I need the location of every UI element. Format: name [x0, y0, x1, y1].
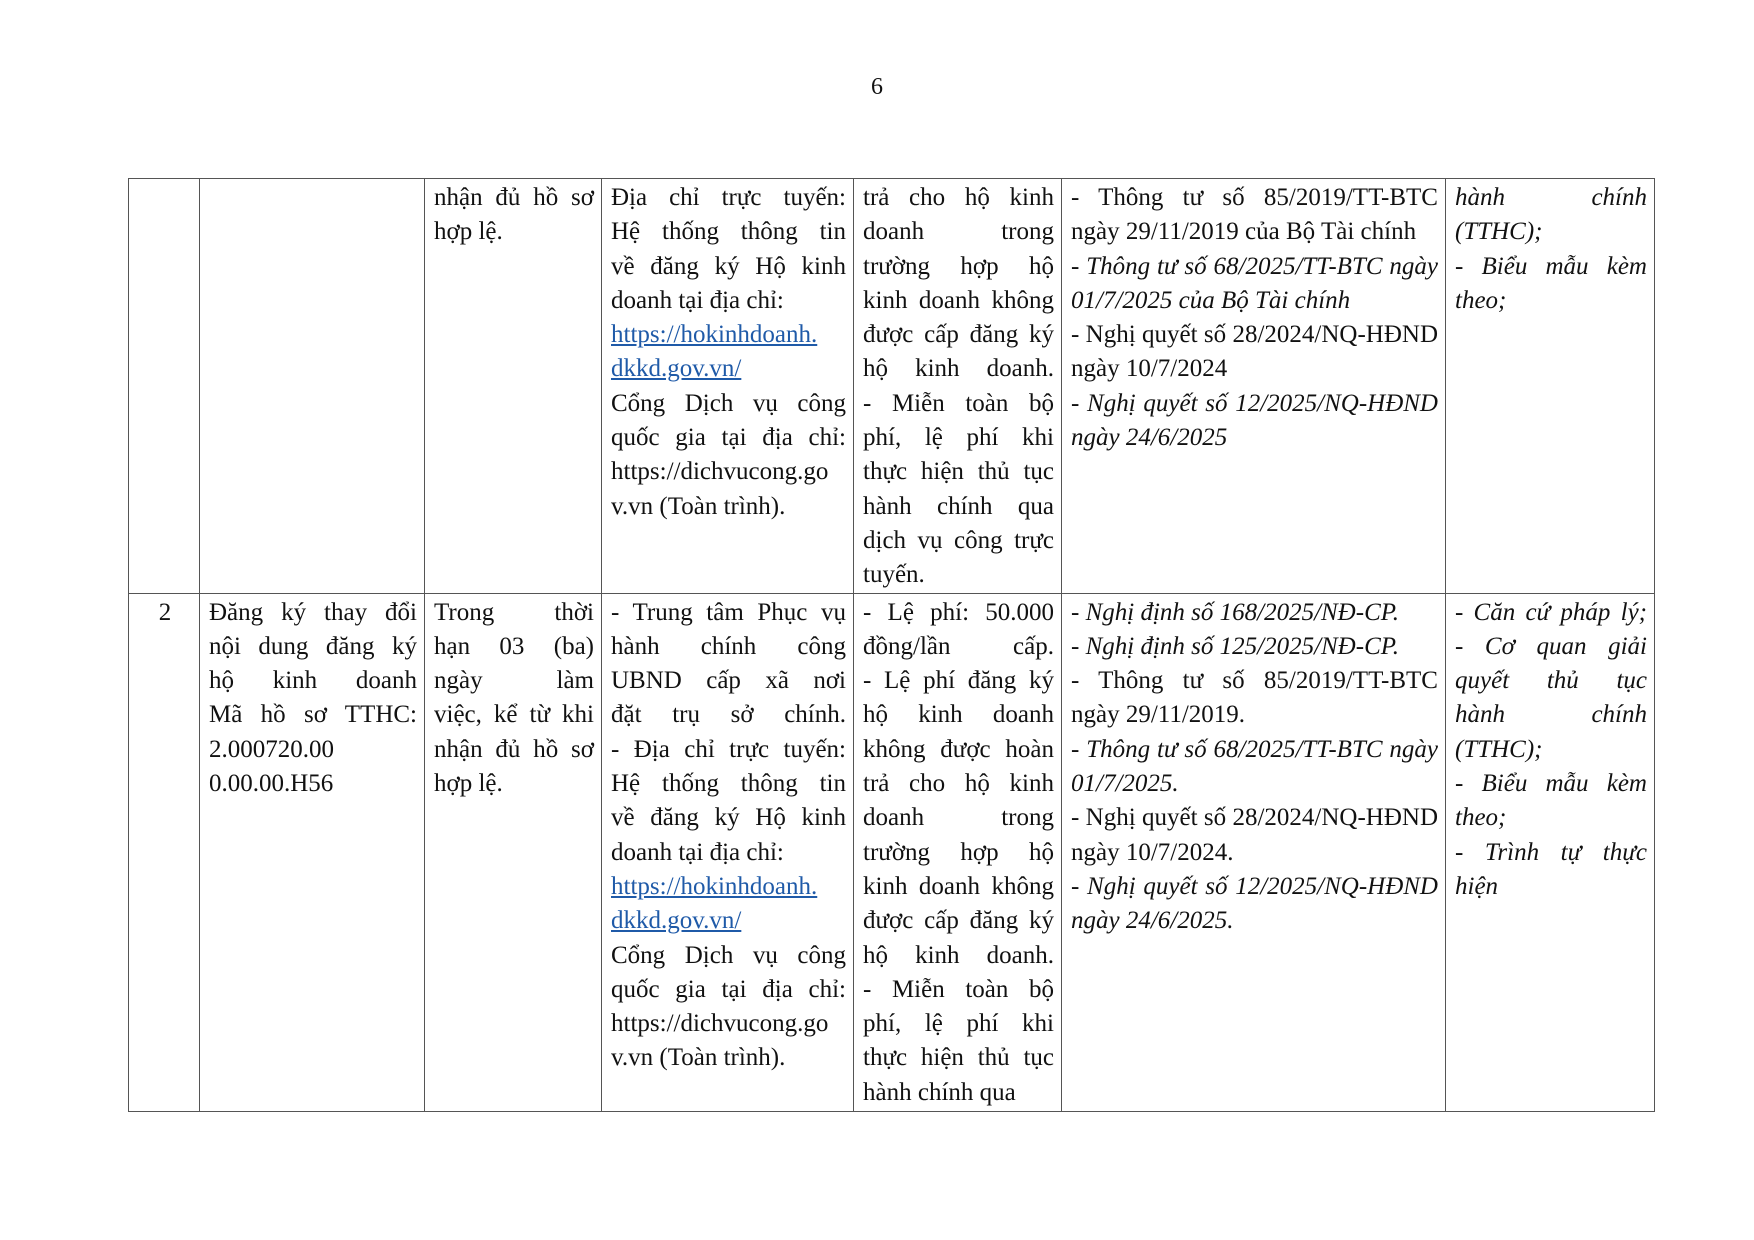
submission-place-cell	[602, 593, 854, 1111]
cell-text-line: - Miễn toàn bộ	[863, 975, 1054, 1003]
procedure-name-cell	[200, 593, 425, 1111]
cell-text-line: - Biểu mẫu kèm	[1455, 770, 1647, 798]
cell-text-line: Cổng Dịch vụ công	[611, 389, 846, 417]
cell-text-line: quốc gia tại địa chỉ:	[611, 424, 846, 452]
fee-cell	[854, 179, 1062, 594]
cell-text-line: hành chính qua	[863, 1078, 1016, 1106]
hokinhdoanh-link[interactable]: dkkd.gov.vn/	[611, 907, 742, 935]
cell-text-line: hành chính qua	[863, 492, 1054, 520]
cell-text-line: v.vn (Toàn trình).	[611, 492, 786, 520]
legal-document-entry: - Nghị quyết số 28/2024/NQ-HĐND ngày 10/7/2024	[1071, 321, 1438, 383]
cell-text-line: việc, kể từ khi	[434, 701, 594, 729]
link-line	[611, 318, 846, 352]
notes-cell	[1446, 593, 1655, 1111]
cell-text-line: 2.000720.00	[209, 735, 334, 763]
cell-text-line: - Cơ quan giải	[1455, 632, 1647, 660]
cell-text-line: phí, lệ phí khi	[863, 1010, 1054, 1038]
cell-text-line: phí, lệ phí khi	[863, 424, 1054, 452]
fee-cell	[854, 593, 1062, 1111]
cell-text-line: doanh trong	[863, 804, 1054, 832]
cell-text-line: kinh doanh không	[863, 286, 1054, 314]
link-line	[611, 904, 846, 938]
legal-document-entry: - Nghị định số 168/2025/NĐ-CP.	[1071, 598, 1400, 626]
cell-text-line: v.vn (Toàn trình).	[611, 1044, 786, 1072]
cell-text-line: hộ kinh doanh	[209, 667, 417, 695]
cell-text-line: - Miễn toàn bộ	[863, 389, 1054, 417]
cell-text-line: dịch vụ công trực	[863, 526, 1054, 554]
legal-document-entry: - Nghị quyết số 12/2025/NQ-HĐND ngày 24/6/2025.	[1071, 872, 1438, 935]
legal-document-entry: - Thông tư số 85/2019/TT-BTC ngày 29/11/2019 của Bộ Tài chính	[1071, 184, 1438, 246]
cell-text-line: được cấp đăng ký	[863, 907, 1054, 935]
legal-basis-cell	[1062, 593, 1446, 1111]
cell-text-line: về đăng ký Hộ kinh	[611, 252, 846, 280]
cell-text-line: Hệ thống thông tin	[611, 218, 846, 246]
cell-text-line: - Căn cứ pháp lý;	[1455, 598, 1647, 626]
page-number: 6	[871, 74, 883, 100]
cell-text-line: hành chính	[1455, 701, 1647, 729]
cell-text-line: doanh trong	[863, 218, 1054, 246]
legal-document-entry: - Thông tư số 68/2025/TT-BTC ngày 01/7/2025.	[1071, 735, 1438, 798]
hokinhdoanh-link[interactable]: dkkd.gov.vn/	[611, 355, 742, 383]
cell-text-line: hộ kinh doanh.	[863, 941, 1054, 969]
cell-text-line: - Lệ phí: 50.000	[863, 598, 1054, 626]
cell-text-line: - Lệ phí đăng ký	[863, 667, 1054, 695]
cell-text-line: Đăng ký thay đổi	[209, 598, 417, 626]
cell-text-line: không được hoàn	[863, 735, 1054, 763]
cell-text-line: doanh tại địa chỉ:	[611, 286, 784, 314]
cell-text-line: hộ kinh doanh	[863, 701, 1054, 729]
cell-text-line: thực hiện thủ tục	[863, 458, 1054, 486]
cell-text-line: được cấp đăng ký	[863, 321, 1054, 349]
cell-text-line: kinh doanh không	[863, 872, 1054, 900]
cell-text-line: Trong thời	[434, 598, 594, 626]
cell-text-line: tuyến.	[863, 561, 925, 589]
cell-text-line: thực hiện thủ tục	[863, 1044, 1054, 1072]
legal-document-entry: - Thông tư số 68/2025/TT-BTC ngày 01/7/2025 của Bộ Tài chính	[1071, 252, 1438, 314]
cell-text-line: về đăng ký Hộ kinh	[611, 804, 846, 832]
link-line	[611, 352, 846, 386]
cell-text-line: hợp lệ.	[434, 770, 503, 798]
cell-text-line: trường hợp hộ	[863, 838, 1054, 866]
cell-text-line: theo;	[1455, 286, 1507, 314]
cell-text-line: (TTHC);	[1455, 735, 1543, 763]
procedure-table	[128, 178, 1655, 1112]
cell-text-line: trả cho hộ kinh	[863, 184, 1054, 211]
procedure-name-cell	[200, 179, 425, 594]
cell-text-line: Cổng Dịch vụ công	[611, 941, 846, 969]
cell-text-line: doanh tại địa chỉ:	[611, 838, 784, 866]
hokinhdoanh-link[interactable]: https://hokinhdoanh.	[611, 872, 818, 900]
cell-text-line: hành chính	[1455, 184, 1647, 211]
cell-text-line: - Địa chỉ trực tuyến:	[611, 735, 846, 763]
legal-document-entry: - Thông tư số 85/2019/TT-BTC ngày 29/11/2019.	[1071, 667, 1438, 729]
cell-text-line: theo;	[1455, 804, 1507, 832]
table-row	[129, 179, 1655, 594]
cell-text-line: hộ kinh doanh.	[863, 355, 1054, 383]
cell-text-line: quốc gia tại địa chỉ:	[611, 975, 846, 1003]
cell-text-line: nhận đủ hồ sơ	[434, 735, 594, 763]
hokinhdoanh-link[interactable]: https://hokinhdoanh.	[611, 321, 818, 349]
cell-text-line: UBND cấp xã nơi	[611, 667, 846, 695]
cell-text-line: 0.00.00.H56	[209, 770, 334, 798]
cell-text-line: trường hợp hộ	[863, 252, 1054, 280]
cell-text-line: Hệ thống thông tin	[611, 770, 846, 798]
cell-text-line: (TTHC);	[1455, 218, 1543, 246]
processing-time-cell	[425, 179, 602, 594]
cell-text-line: https://dichvucong.go	[611, 458, 829, 486]
table-row	[129, 593, 1655, 1111]
cell-text-line: - Trình tự thực	[1455, 838, 1647, 866]
cell-text-line: trả cho hộ kinh	[863, 770, 1054, 798]
submission-place-cell	[602, 179, 854, 594]
stt-cell: 2	[129, 593, 200, 1111]
cell-text-line: hợp lệ.	[434, 218, 503, 246]
cell-text-line: Địa chỉ trực tuyến:	[611, 184, 846, 211]
cell-text-line: Mã hồ sơ TTHC:	[209, 701, 417, 729]
link-line	[611, 870, 846, 904]
cell-text-line: hiện	[1455, 872, 1499, 900]
cell-text-line: đồng/lần cấp.	[863, 632, 1054, 660]
cell-text-line: nội dung đăng ký	[209, 632, 417, 660]
cell-text-line: - Biểu mẫu kèm	[1455, 252, 1647, 280]
cell-text-line: ngày làm	[434, 667, 594, 695]
notes-cell	[1446, 179, 1655, 594]
cell-text-line: quyết thủ tục	[1455, 667, 1647, 695]
cell-text-line: - Trung tâm Phục vụ	[611, 598, 846, 626]
stt-cell	[129, 179, 200, 594]
legal-document-entry: - Nghị định số 125/2025/NĐ-CP.	[1071, 632, 1400, 660]
processing-time-cell	[425, 593, 602, 1111]
legal-document-entry: - Nghị quyết số 12/2025/NQ-HĐND ngày 24/6/2025	[1071, 389, 1438, 452]
cell-text-line: hành chính công	[611, 632, 846, 660]
cell-text-line: nhận đủ hồ sơ	[434, 184, 594, 211]
cell-text-line: hạn 03 (ba)	[434, 632, 594, 660]
cell-text-line: đặt trụ sở chính.	[611, 701, 846, 729]
legal-document-entry: - Nghị quyết số 28/2024/NQ-HĐND ngày 10/7/2024.	[1071, 804, 1438, 866]
legal-basis-cell	[1062, 179, 1446, 594]
cell-text-line: https://dichvucong.go	[611, 1010, 829, 1038]
